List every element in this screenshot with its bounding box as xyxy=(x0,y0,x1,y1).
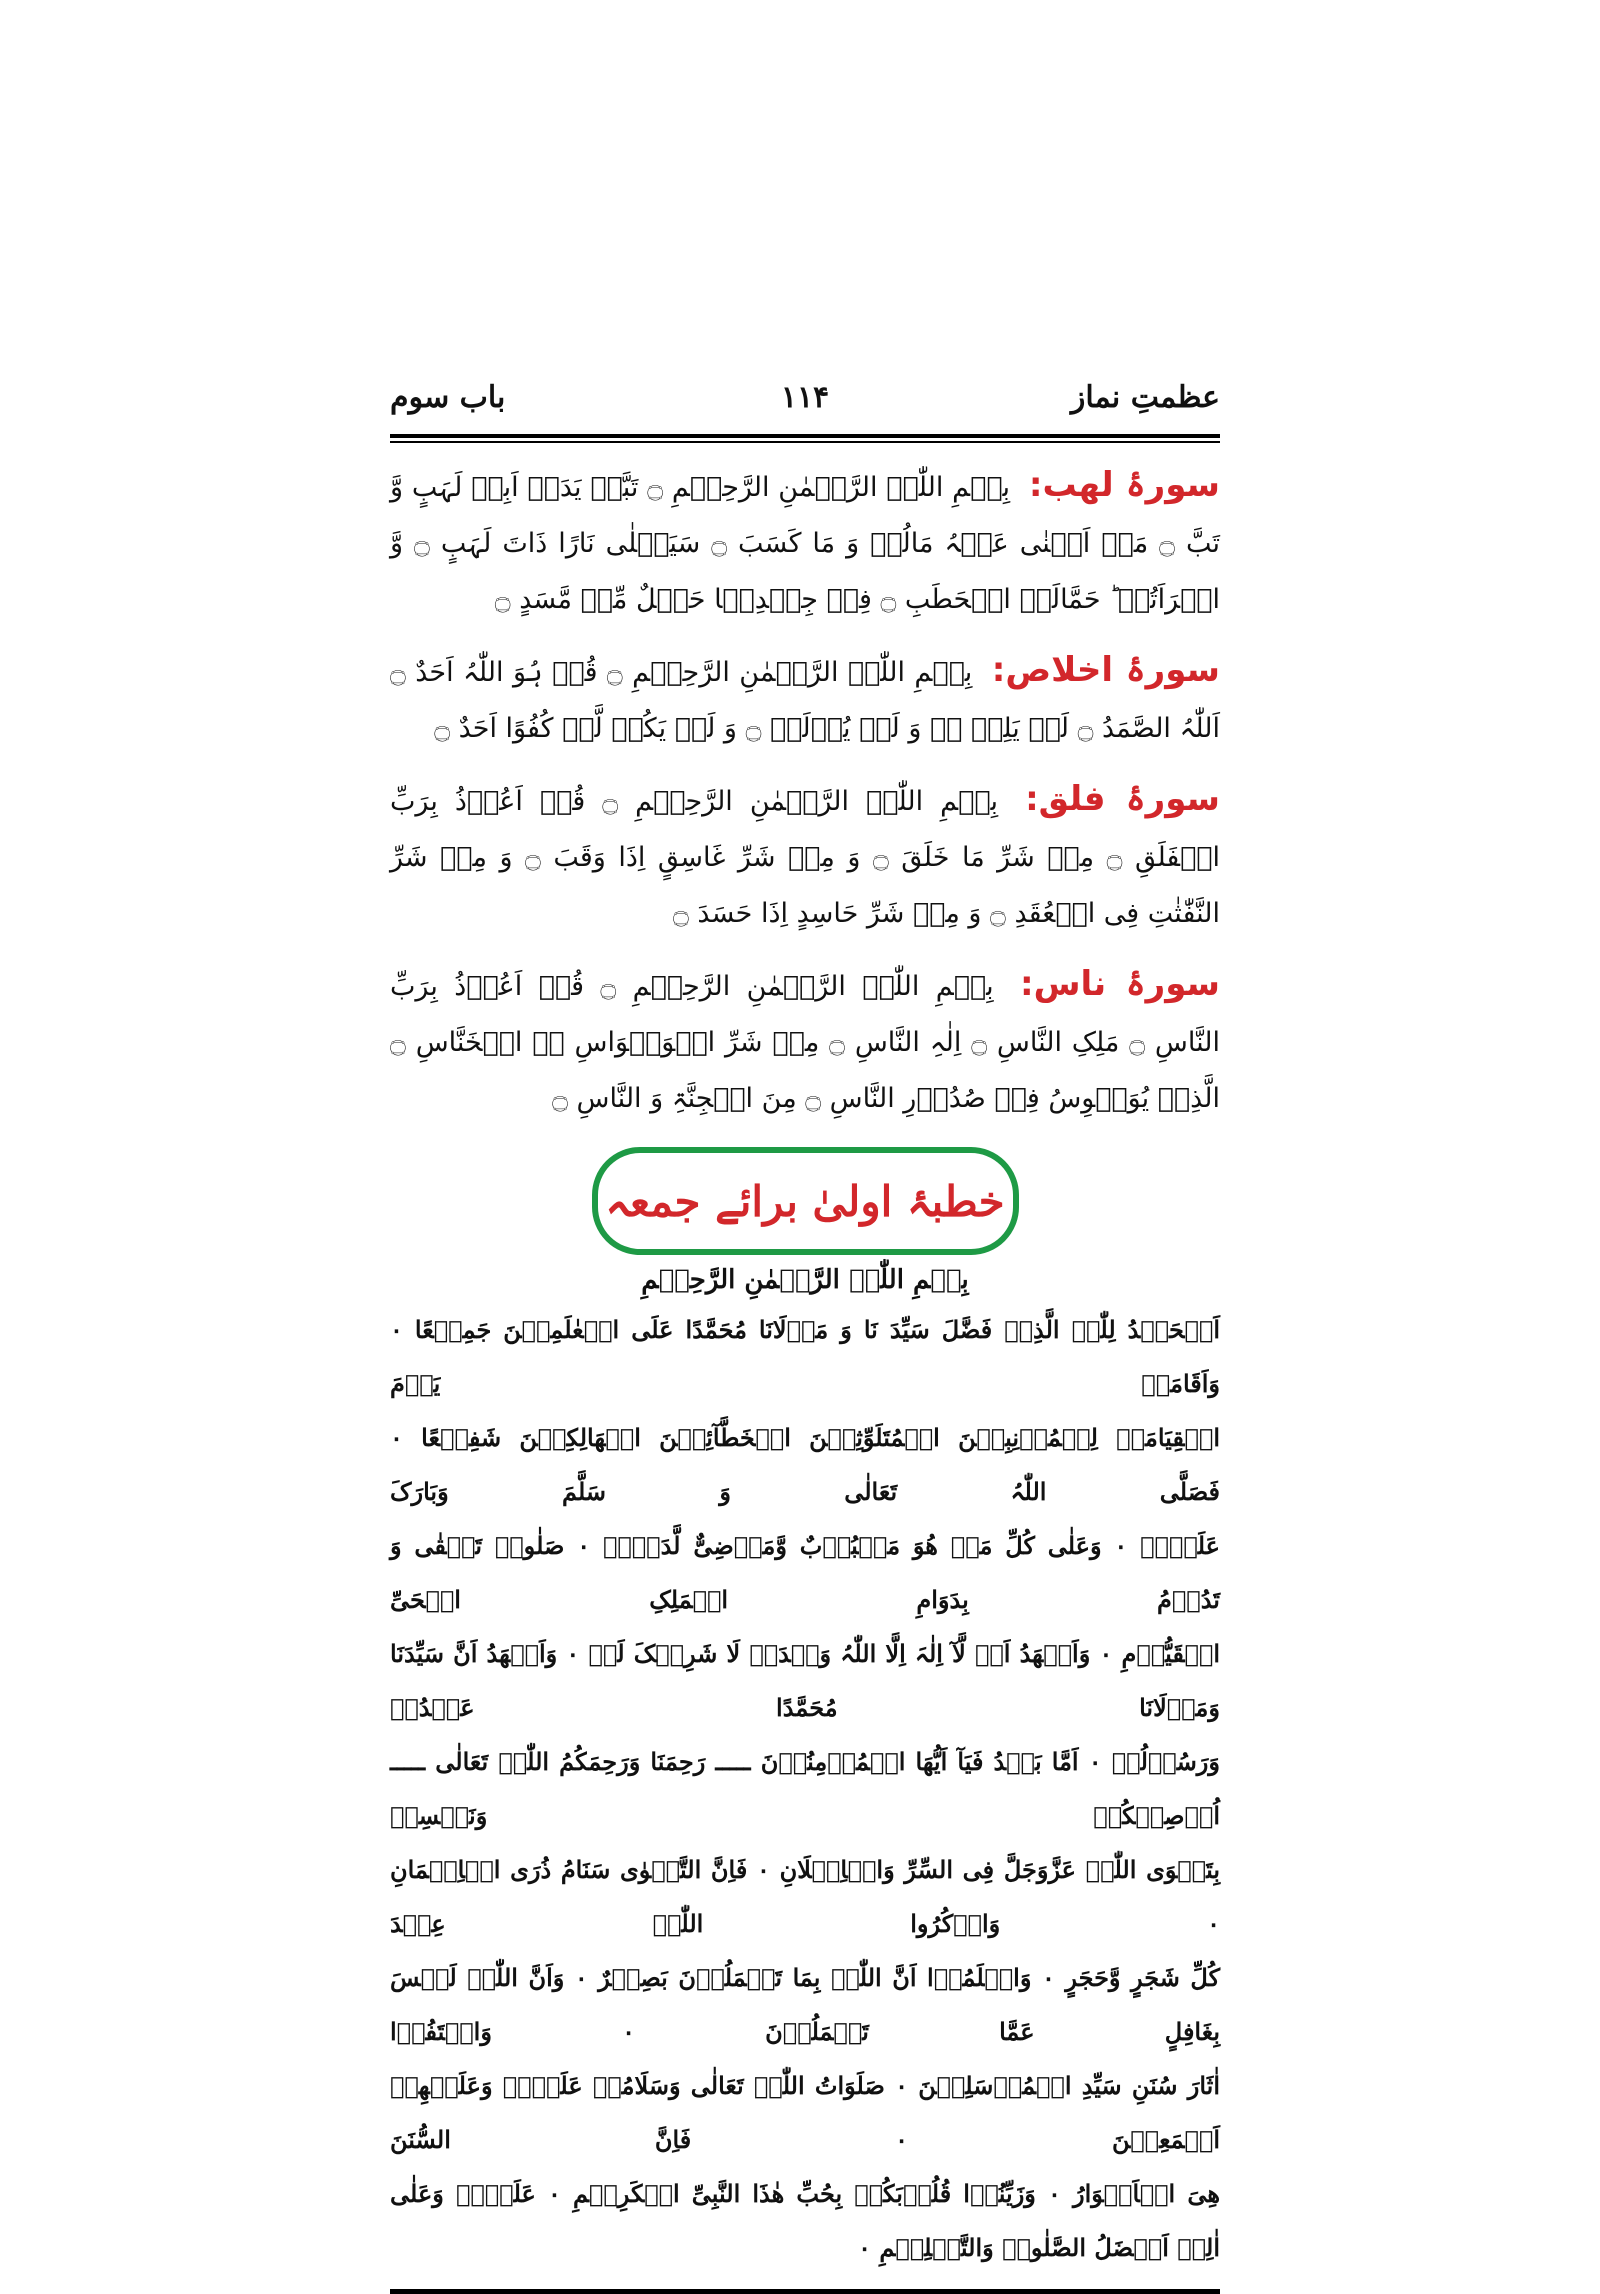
khutba-line: اٰثَارَ سُنَنِ سَیِّدِ الۡمُرۡسَلِیۡنَ ۰ صَلَوَاتُ اللّٰہِ تَعَالٰی وَسَلَامُہٗ عَلَیۡہِ وَعَلَیۡھِمۡ اَجۡمَعِیۡنَ ۰ فَاِنَّ السُّنَنَ xyxy=(390,2071,1220,2154)
khutba-heading: خطبۂ اولیٰ برائے جمعہ xyxy=(605,1176,1005,1226)
surah-verses: بِسۡمِ اللّٰہِ الرَّحۡمٰنِ الرَّحِیۡمِ ۝ قُلۡ ہُوَ اللّٰہُ اَحَدٌ ۝ اَللّٰہُ الصَّمَدُ ۝ لَمۡ یَلِدۡ ۬ۙ وَ لَمۡ یُوۡلَدۡ ۝ وَ لَمۡ یَکُنۡ لَّہٗ کُفُوًا اَحَدٌ ۝ xyxy=(390,657,1220,744)
khutba-line: اَلۡحَمۡدُ لِلّٰہِ الَّذِیۡ فَضَّلَ سَیِّدَ نَا وَ مَوۡلَانَا مُحَمَّدًا عَلَی الۡعٰلَمِیۡنَ جَمِیۡعًا ۰ وَاَقَامَہٗ یَوۡمَ xyxy=(390,1315,1220,1398)
khutba-text xyxy=(390,1303,1220,2275)
khutba-heading-badge xyxy=(592,1147,1019,1255)
khutba-line: الۡقَیُّوۡمِ ۰ وَاَشۡھَدُ اَنۡ لَّآ اِلٰہَ اِلَّا اللّٰہُ وَحۡدَہٗ لَا شَرِیۡکَ لَہٗ ۰ وَاَشۡھَدُ اَنَّ سَیِّدَنَا وَمَوۡلَانَا مُحَمَّدًا عَبۡدُہٗ xyxy=(390,1639,1220,1722)
khutba-line: الۡقِیَامَۃِ لِلۡمُذۡنِبِیۡنَ الۡمُتَلَوِّثِیۡنَ الۡخَطَّآئِیۡنَ الۡھَالِکِیۡنَ شَفِیۡعًا ۰ فَصَلَّی اللّٰہُ تَعَالٰی وَ سَلَّمَ وَبَارَکَ xyxy=(390,1423,1220,1506)
surah-verses: بِسۡمِ اللّٰہِ الرَّحۡمٰنِ الرَّحِیۡمِ ۝ تَبَّتۡ یَدَاۤ اَبِیۡ لَہَبٍ وَّ تَبَّ ۝ مَاۤ اَغۡنٰی عَنۡہُ مَالُہٗ وَ مَا کَسَبَ ۝ سَیَصۡلٰی نَارًا ذَاتَ لَہَبٍ ۝ وَّ امۡرَاَتُہٗ ؕ حَمَّالَۃَ الۡحَطَبِ ۝ فِیۡ جِیۡدِہَا حَبۡلٌ مِّنۡ مَّسَدٍ ۝ xyxy=(390,472,1220,615)
surah-verses: بِسۡمِ اللّٰہِ الرَّحۡمٰنِ الرَّحِیۡمِ ۝ قُلۡ اَعُوۡذُ بِرَبِّ الۡفَلَقِ ۝ مِنۡ شَرِّ مَا خَلَقَ ۝ وَ مِنۡ شَرِّ غَاسِقٍ اِذَا وَقَبَ ۝ وَ مِنۡ شَرِّ النَّفّٰثٰتِ فِی الۡعُقَدِ ۝ وَ مِنۡ شَرِّ حَاسِدٍ اِذَا حَسَدَ ۝ xyxy=(390,786,1220,929)
page-number: ۱۱۴ xyxy=(780,380,830,415)
book-title: عظمتِ نماز xyxy=(1070,380,1220,415)
khutba-heading-wrap xyxy=(390,1147,1220,1255)
surah-verses: بِسۡمِ اللّٰہِ الرَّحۡمٰنِ الرَّحِیۡمِ ۝ قُلۡ اَعُوۡذُ بِرَبِّ النَّاسِ ۝ مَلِکِ النَّاسِ ۝ اِلٰہِ النَّاسِ ۝ مِنۡ شَرِّ الۡوَسۡوَاسِ ۬ۙ الۡخَنَّاسِ ۝ الَّذِیۡ یُوَسۡوِسُ فِیۡ صُدُوۡرِ النَّاسِ ۝ مِنَ الۡجِنَّۃِ وَ النَّاسِ ۝ xyxy=(390,971,1220,1114)
surah-text xyxy=(390,457,1220,628)
surah-ikhlas xyxy=(390,642,1220,757)
surah-lahab xyxy=(390,457,1220,628)
khutba-line: بِتَقۡوَی اللّٰہِ عَزَّوَجَلَّ فِی السِّرِّ وَالۡاِعۡلَانِ ۰ فَاِنَّ التَّقۡوٰی سَنَامُ ذُرَی الۡاِیۡمَانِ ۰ وَاذۡکُرُوا اللّٰہَ عِنۡدَ xyxy=(390,1855,1220,1938)
book-page xyxy=(390,380,1220,2294)
khutba-line: کُلِّ شَجَرٍ وَّحَجَرٍ ۰ وَاعۡلَمُوۡا اَنَّ اللّٰہَ بِمَا تَعۡمَلُوۡنَ بَصِیۡرٌ ۰ وَاَنَّ اللّٰہَ لَیۡسَ بِغَافِلٍ عَمَّا تَعۡمَلُوۡنَ ۰ وَاقۡتَفُوۡا xyxy=(390,1963,1220,2046)
surah-title: سورۂ فلق: xyxy=(1025,779,1220,819)
surah-title: سورۂ اخلاص: xyxy=(991,650,1220,690)
khutba-line: عَلَیۡہِ ۰ وَعَلٰی کُلِّ مَنۡ ھُوَ مَحۡبُوۡبٌ وَّمَرۡضِیٌّ لَّدَیۡہِ ۰ صَلٰوۃً تَبۡقٰی وَ تَدُوۡمُ بِدَوَامِ الۡمَلِکِ الۡحَیِّ xyxy=(390,1531,1221,1614)
surah-title: سورۂ ناس: xyxy=(1020,964,1220,1004)
surah-falaq xyxy=(390,771,1220,942)
page-header xyxy=(390,380,1220,432)
surah-text xyxy=(390,956,1220,1127)
khutba-line: وَرَسُوۡلُہٗ ۰ اَمَّا بَعۡدُ فَیَآ اَیُّھَا الۡمُؤۡمِنُوۡنَ ـــــ رَحِمَنَا وَرَحِمَکُمُ اللّٰہُ تَعَالٰی ـــــ اُوۡصِیۡکُمۡ وَنَفۡسِیۡ xyxy=(390,1747,1220,1830)
surah-text xyxy=(390,642,1220,757)
surah-text xyxy=(390,771,1220,942)
header-rule xyxy=(390,434,1220,443)
khutba-line: ھِیَ الۡاَنۡوَارُ ۰ وَزَیِّنُوۡا قُلُوۡبَکُمۡ بِحُبِّ ھٰذَا النَّبِیِّ الۡکَرِیۡمِ ۰ عَلَیۡہِ وَعَلٰی اٰلِہٖ اَفۡضَلُ الصَّلٰوۃِ وَالتَّسۡلِیۡمِ ۰ xyxy=(390,2179,1220,2262)
khutba-basmala: بِسۡمِ اللّٰہِ الرَّحۡمٰنِ الرَّحِیۡمِ xyxy=(641,1265,969,1295)
footer-rule xyxy=(390,2289,1220,2294)
surah-title: سورۂ لھب: xyxy=(1028,465,1220,505)
surah-nas xyxy=(390,956,1220,1127)
chapter-title: باب سوم xyxy=(390,380,506,415)
